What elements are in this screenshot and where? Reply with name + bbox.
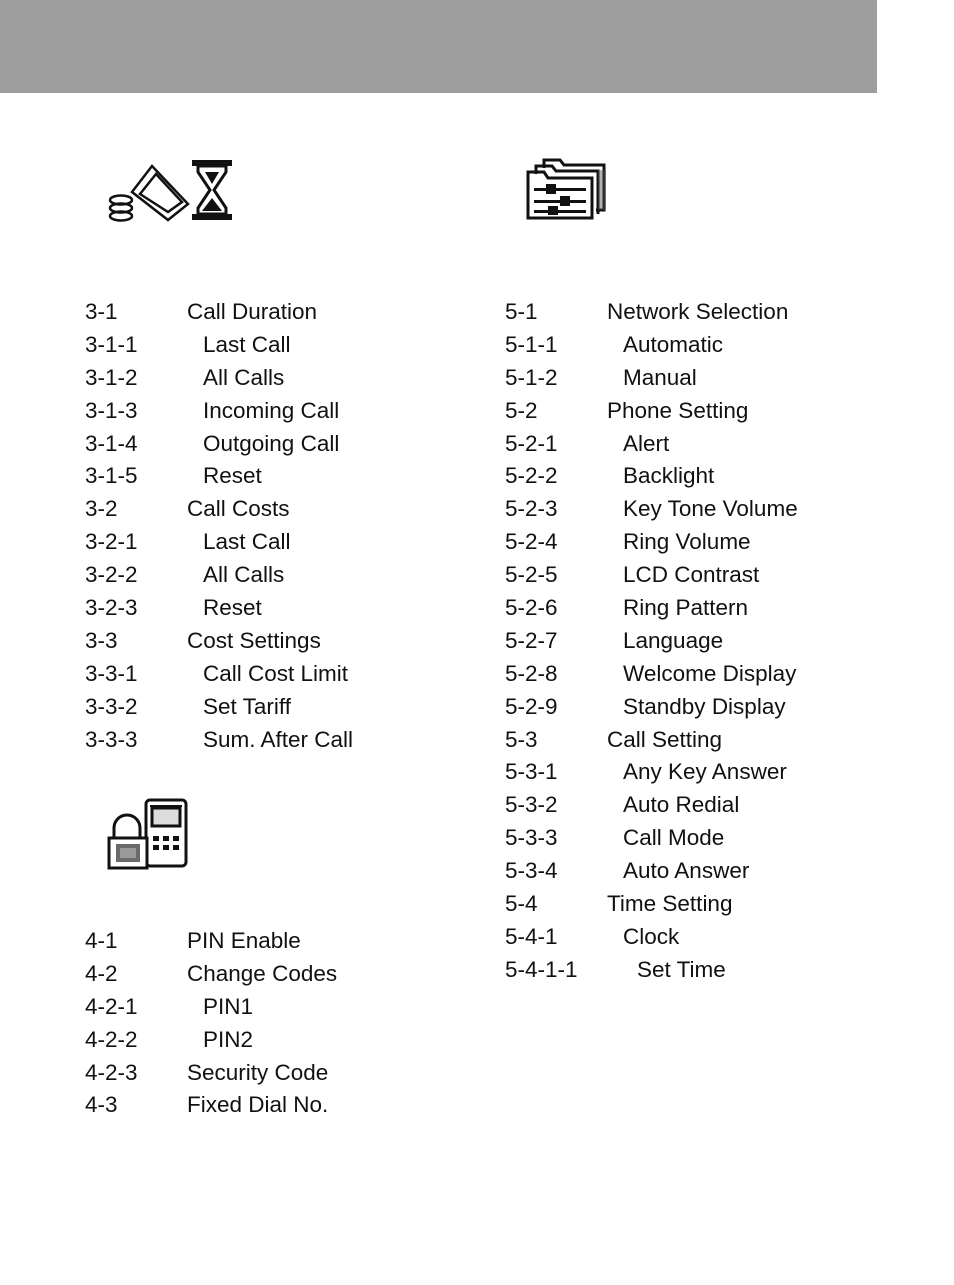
menu-item-number: 3-1 bbox=[85, 299, 118, 324]
settings-folder-icon bbox=[526, 156, 608, 222]
menu-item-label: Phone Setting bbox=[607, 397, 749, 423]
menu-item-label: Standby Display bbox=[623, 693, 786, 719]
menu-item-label: PIN1 bbox=[203, 993, 254, 1019]
security-lock-phone-icon bbox=[106, 796, 190, 872]
menu-item-label: Time Setting bbox=[607, 891, 733, 917]
menu-item-label: Set Tariff bbox=[203, 693, 291, 719]
menu-item-number: 5-3-3 bbox=[505, 825, 558, 851]
menu-item-label: Fixed Dial No. bbox=[187, 1092, 329, 1118]
menu-item-label: Auto Redial bbox=[623, 792, 740, 818]
menu-item-label: Incoming Call bbox=[203, 397, 340, 423]
menu-item-number: 3-1-1 bbox=[85, 331, 138, 357]
menu-item-number: 3-2 bbox=[85, 496, 118, 522]
menu-item-label: Last Call bbox=[203, 529, 291, 555]
menu-item-label: All Calls bbox=[203, 364, 285, 390]
menu-item-number: 3-1-5 bbox=[85, 463, 138, 489]
menu-item-label: Outgoing Call bbox=[203, 430, 340, 456]
menu-item-label: Backlight bbox=[623, 463, 715, 489]
menu-item-label: PIN2 bbox=[203, 1026, 254, 1052]
menu-item-number: 3-3 bbox=[85, 627, 118, 653]
menu-item-number: 4-2 bbox=[85, 960, 118, 986]
menu-item-label: Language bbox=[623, 627, 724, 653]
menu-item-label: Cost Settings bbox=[187, 627, 321, 653]
menu-item-label: Clock bbox=[623, 923, 680, 949]
menu-item-label: Call Duration bbox=[187, 299, 318, 324]
menu-item-label: Sum. After Call bbox=[203, 726, 354, 752]
menu-item-label: Reset bbox=[203, 463, 262, 489]
menu-item-label: LCD Contrast bbox=[623, 562, 760, 588]
menu-item-number: 3-3-3 bbox=[85, 726, 138, 752]
menu-item-number: 5-2-7 bbox=[505, 627, 558, 653]
menu-item-number: 3-1-3 bbox=[85, 397, 138, 423]
menu-item-label: Ring Volume bbox=[623, 529, 751, 555]
menu-item-number: 3-1-4 bbox=[85, 430, 138, 456]
menu-item-number: 5-3-4 bbox=[505, 858, 558, 884]
menu-item-number: 4-2-2 bbox=[85, 1026, 138, 1052]
menu-item-number: 5-2-3 bbox=[505, 496, 558, 522]
menu-item-number: 5-2-9 bbox=[505, 693, 558, 719]
menu-item-label: Alert bbox=[623, 430, 670, 456]
menu-item-number: 5-3 bbox=[505, 726, 538, 752]
menu-item-label: Any Key Answer bbox=[623, 759, 787, 785]
menu-item-number: 5-2-6 bbox=[505, 595, 558, 621]
menu-item-number: 5-2-1 bbox=[505, 430, 558, 456]
menu-item-number: 5-2-8 bbox=[505, 660, 558, 686]
menu-item-number: 5-1 bbox=[505, 299, 538, 324]
menu-item-number: 3-1-2 bbox=[85, 364, 138, 390]
menu-item-label: Welcome Display bbox=[623, 660, 797, 686]
menu-item-label: Key Tone Volume bbox=[623, 496, 798, 522]
menu-item-number: 5-2-5 bbox=[505, 562, 558, 588]
header-bar bbox=[0, 0, 877, 93]
menu-item-label: Change Codes bbox=[187, 960, 338, 986]
menu-item-label: Call Costs bbox=[187, 496, 290, 522]
menu-item-number: 3-2-3 bbox=[85, 595, 138, 621]
menu-item-label: Security Code bbox=[187, 1059, 329, 1085]
menu-item-number: 3-3-2 bbox=[85, 693, 138, 719]
menu-item-number: 5-4-1-1 bbox=[505, 956, 578, 982]
menu-item-label: Automatic bbox=[623, 331, 724, 357]
menu-item-label: Manual bbox=[623, 364, 697, 390]
menu-item-label: All Calls bbox=[203, 562, 285, 588]
menu-item-label: Auto Answer bbox=[623, 858, 750, 884]
call-timer-cost-icon bbox=[106, 158, 234, 224]
menu-item-number: 3-2-2 bbox=[85, 562, 138, 588]
menu-item-number: 5-1-2 bbox=[505, 364, 558, 390]
menu-item-label: PIN Enable bbox=[187, 928, 301, 953]
menu-item-number: 5-1-1 bbox=[505, 331, 558, 357]
menu-item-number: 5-2 bbox=[505, 397, 538, 423]
menu-item-label: Call Setting bbox=[607, 726, 723, 752]
menu-item-number: 5-4-1 bbox=[505, 923, 558, 949]
menu-item-number: 5-3-2 bbox=[505, 792, 558, 818]
menu-item-label: Reset bbox=[203, 595, 262, 621]
menu-item-number: 3-2-1 bbox=[85, 529, 138, 555]
menu-item-number: 5-3-1 bbox=[505, 759, 558, 785]
menu-item-number: 4-2-3 bbox=[85, 1059, 138, 1085]
menu-item-number: 3-3-1 bbox=[85, 660, 138, 686]
menu-item-label: Call Cost Limit bbox=[203, 660, 349, 686]
menu-item-number: 4-1 bbox=[85, 928, 118, 953]
menu-item-number: 4-2-1 bbox=[85, 993, 138, 1019]
menu-item-label: Call Mode bbox=[623, 825, 725, 851]
menu-item-number: 4-3 bbox=[85, 1092, 118, 1118]
menu-item-label: Last Call bbox=[203, 331, 291, 357]
menu-item-number: 5-4 bbox=[505, 891, 538, 917]
menu-item-number: 5-2-4 bbox=[505, 529, 558, 555]
menu-item-label: Ring Pattern bbox=[623, 595, 749, 621]
menu-item-label: Network Selection bbox=[607, 299, 789, 324]
menu-item-number: 5-2-2 bbox=[505, 463, 558, 489]
menu-item-label: Set Time bbox=[637, 956, 726, 982]
